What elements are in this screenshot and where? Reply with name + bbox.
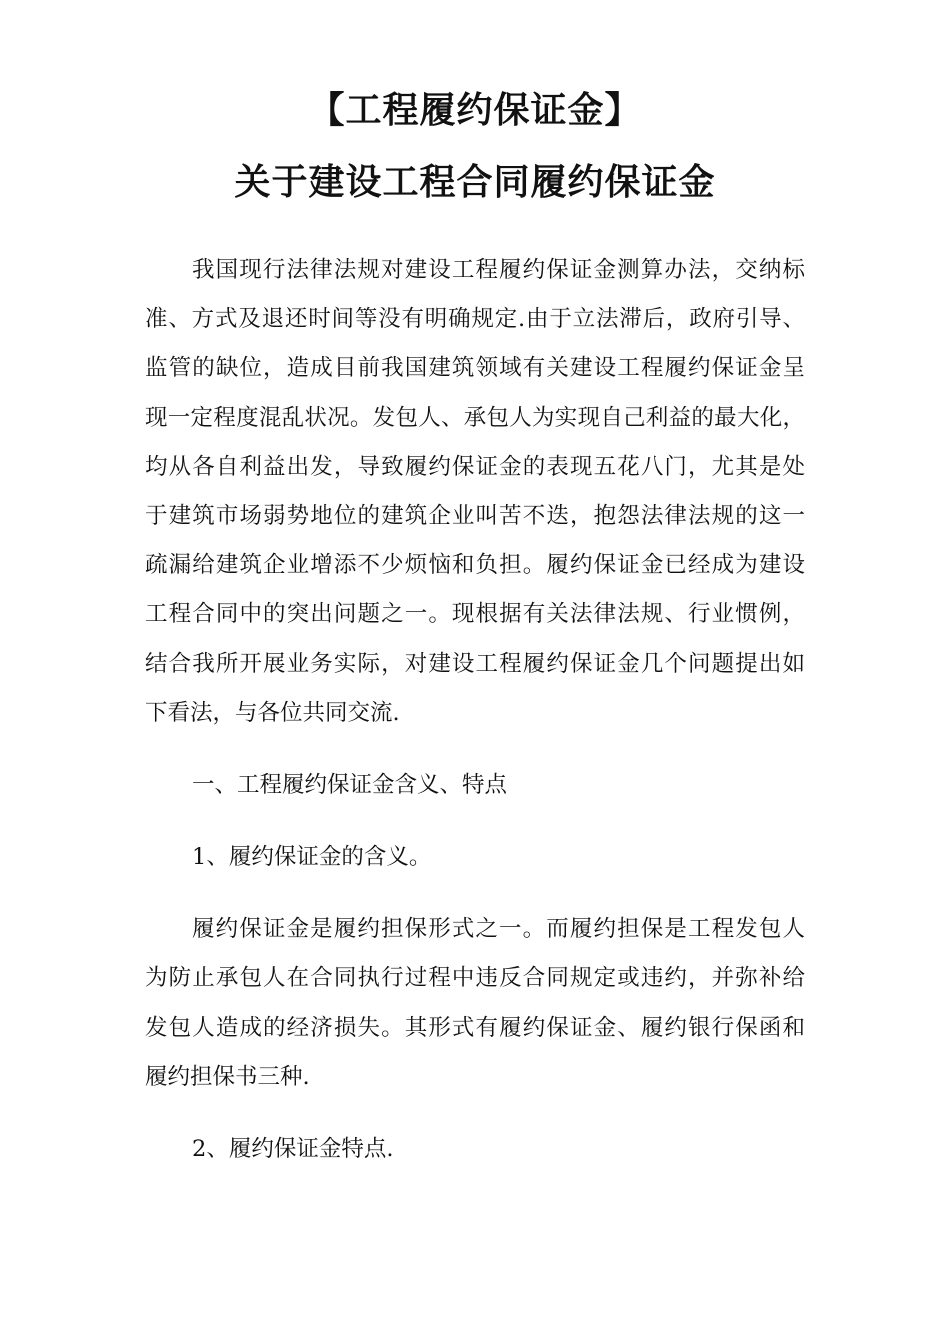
paragraph-line: 下看法，与各位共同交流. [145, 699, 400, 726]
paragraph-line: 发包人造成的经济损失。其形式有履约保证金、履约银行保函和 [145, 1014, 805, 1041]
paragraph-line: 我国现行法律法规对建设工程履约保证金测算办法，交纳标 [192, 257, 805, 283]
paragraph-line: 准、方式及退还时间等没有明确规定.由于立法滞后，政府引导、 [145, 306, 805, 333]
paragraph-definition [145, 905, 805, 1102]
paragraph-line: 疏漏给建筑企业增添不少烦恼和负担。履约保证金已经成为建设 [145, 552, 805, 579]
subsection-heading: 1、履约保证金的含义。 [192, 844, 432, 871]
paragraph-line: 监管的缺位，造成目前我国建筑领域有关建设工程履约保证金呈 [145, 355, 805, 382]
document-subtitle: 关于建设工程合同履约保证金 [234, 161, 716, 203]
document-body [145, 246, 805, 1174]
subsection-heading: 2、履约保证金特点. [192, 1136, 394, 1162]
paragraph-line: 于建筑市场弱势地位的建筑企业叫苦不迭，抱怨法律法规的这一 [145, 502, 805, 529]
paragraph-line: 为防止承包人在合同执行过程中违反合同规定或违约，并弥补给 [145, 965, 805, 992]
paragraph-line: 现一定程度混乱状况。发包人、承包人为实现自己利益的最大化， [145, 404, 805, 431]
paragraph-line: 均从各自利益出发，导致履约保证金的表现五花八门，尤其是处 [145, 453, 805, 480]
section-heading: 一、工程履约保证金含义、特点 [192, 771, 508, 798]
paragraph-line: 履约担保书三种. [145, 1063, 310, 1090]
paragraph-line: 工程合同中的突出问题之一。现根据有关法律法规、行业惯例， [145, 601, 805, 628]
paragraph-line: 结合我所开展业务实际，对建设工程履约保证金几个问题提出如 [145, 650, 805, 677]
paragraph-line: 履约保证金是履约担保形式之一。而履约担保是工程发包人 [192, 916, 805, 943]
paragraph-intro [145, 246, 805, 738]
document-title: 【工程履约保证金】 [308, 89, 642, 131]
